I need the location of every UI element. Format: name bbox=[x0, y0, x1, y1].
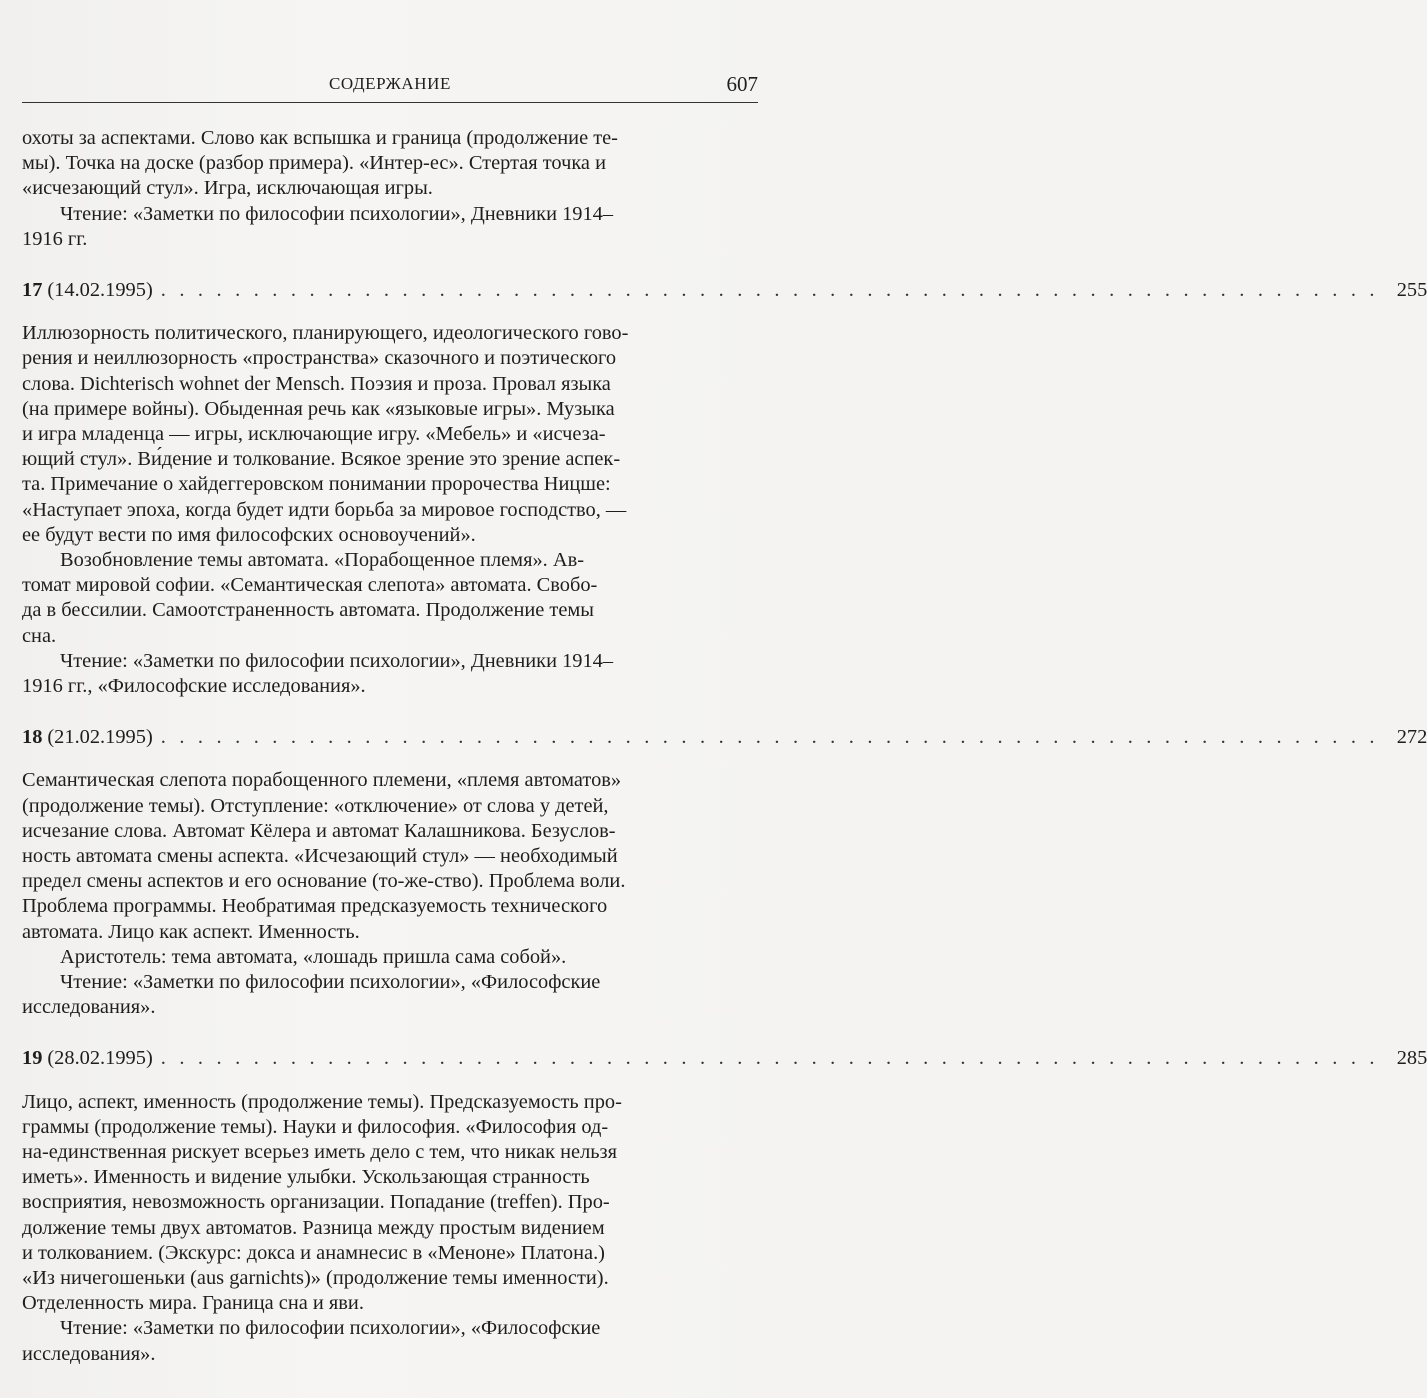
reading-line: 1916 гг., «Философские исследования». bbox=[22, 675, 366, 698]
text-line: томат мировой софии. «Семантическая слепота» автомата. Свобо- bbox=[22, 574, 598, 597]
text-line: та. Примечание о хайдеггеровском понимании пророчества Ницше: bbox=[22, 473, 611, 496]
toc-entry-17 bbox=[22, 278, 1427, 699]
text-line: «Из ничегошеньки (aus garnichts)» (продолжение темы именности). bbox=[22, 1267, 609, 1290]
text-line: автомата. Лицо как аспект. Именность. bbox=[22, 920, 360, 943]
reading-line: Чтение: «Заметки по философии психологии», «Философские bbox=[60, 1317, 601, 1340]
entry-date: (28.02.1995) bbox=[47, 1047, 153, 1070]
dot-leader: . . . . . . . . . . . . . . . . . . . . . . . . . . . . . . . . . . . . . . . . . . . . . . . . . . . . . . . . . . . . . . . . . . bbox=[160, 726, 1379, 749]
entry-page: 255 bbox=[1396, 279, 1427, 302]
text-line: охоты за аспектами. Слово как вспышка и граница (продолжение те- bbox=[22, 127, 618, 149]
entry-page: 272 bbox=[1396, 726, 1427, 749]
dot-leader: . . . . . . . . . . . . . . . . . . . . . . . . . . . . . . . . . . . . . . . . . . . . . . . . . . . . . . . . . . . . . . . . . . bbox=[160, 1047, 1379, 1070]
toc-entry-18 bbox=[22, 725, 1427, 1020]
entry-description bbox=[22, 768, 750, 1020]
text-line: Аристотель: тема автомата, «лошадь пришла сама собой». bbox=[60, 945, 567, 968]
text-line: да в бессилии. Самоотстраненность автомата. Продолжение темы bbox=[22, 599, 594, 622]
entry-number: 18 bbox=[22, 726, 43, 749]
text-line: предел смены аспектов и его основание (то-же-ство). Проблема воли. bbox=[22, 870, 626, 893]
text-line: мы). Точка на доске (разбор примера). «Интер-ес». Стертая точка и bbox=[22, 152, 606, 175]
reading-line: Чтение: «Заметки по философии психологии», «Философские bbox=[60, 971, 601, 994]
contents-body bbox=[22, 126, 1427, 1367]
running-title: СОДЕРЖАНИЕ bbox=[328, 74, 452, 93]
intro-continuation bbox=[22, 126, 750, 252]
reading-line: Чтение: «Заметки по философии психологии», Дневники 1914– bbox=[60, 649, 614, 672]
text-line: ющий стул». Ви́дение и толкование. Всякое зрение это зрение аспек- bbox=[22, 448, 621, 471]
entry-description bbox=[22, 1090, 750, 1367]
entry-number: 19 bbox=[22, 1047, 43, 1070]
reading-line: исследования». bbox=[22, 1342, 156, 1365]
text-line: Отделенность мира. Граница сна и яви. bbox=[22, 1292, 364, 1315]
reading-line: Чтение: «Заметки по философии психологии», Дневники 1914– bbox=[60, 202, 614, 225]
dot-leader: . . . . . . . . . . . . . . . . . . . . . . . . . . . . . . . . . . . . . . . . . . . . . . . . . . . . . . . . . . . . . . . . . . bbox=[160, 279, 1379, 302]
text-line: «исчезающий стул». Игра, исключающая игры. bbox=[22, 177, 433, 200]
text-line: восприятия, невозможность организации. Попадание (treffen). Про- bbox=[22, 1191, 610, 1214]
text-line: ность автомата смены аспекта. «Исчезающий стул» — необходимый bbox=[22, 845, 618, 868]
text-line: Семантическая слепота порабощенного племени, «племя автоматов» bbox=[22, 769, 622, 792]
text-line: ее будут вести по имя философских основоучений». bbox=[22, 523, 476, 546]
entry-heading[interactable] bbox=[22, 1046, 1427, 1071]
text-line: Лицо, аспект, именность (продолжение темы). Предсказуемость про- bbox=[22, 1090, 622, 1113]
text-line: должение темы двух автоматов. Разница между простым видением bbox=[22, 1216, 605, 1239]
toc-entry-19 bbox=[22, 1046, 1427, 1366]
text-line: исчезание слова. Автомат Кёлера и автомат Калашникова. Безуслов- bbox=[22, 819, 616, 842]
text-line: и игра младенца — игры, исключающие игру. «Мебель» и «исчеза- bbox=[22, 423, 606, 446]
text-line: и толкованием. (Экскурс: докса и анамнесис в «Меноне» Платона.) bbox=[22, 1241, 605, 1264]
entry-heading[interactable] bbox=[22, 278, 1427, 303]
running-head bbox=[22, 68, 758, 103]
text-line: сна. bbox=[22, 624, 57, 647]
text-line: (продолжение темы). Отступление: «отключение» от слова у детей, bbox=[22, 794, 609, 817]
text-line: рения и неиллюзорность «пространства» сказочного и поэтического bbox=[22, 347, 617, 370]
page-number: 607 bbox=[726, 72, 758, 96]
entry-date: (21.02.1995) bbox=[47, 726, 153, 749]
text-line: Возобновление темы автомата. «Порабощенное племя». Ав- bbox=[60, 549, 584, 572]
entry-description bbox=[22, 321, 750, 699]
entry-number: 17 bbox=[22, 279, 43, 302]
reading-line: 1916 гг. bbox=[22, 227, 88, 250]
text-line: «Наступает эпоха, когда будет идти борьба за мировое господство, — bbox=[22, 498, 627, 521]
entry-date: (14.02.1995) bbox=[47, 279, 153, 302]
text-line: иметь». Именность и видение улыбки. Ускользающая странность bbox=[22, 1166, 590, 1189]
text-line: Проблема программы. Необратимая предсказуемость технического bbox=[22, 895, 608, 918]
entry-heading[interactable] bbox=[22, 725, 1427, 750]
text-line: слова. Dichterisch wohnet der Mensch. Поэзия и проза. Провал языка bbox=[22, 372, 611, 395]
text-line: на-единственная рискует всерьез иметь дело с тем, что никак нельзя bbox=[22, 1141, 617, 1164]
text-line: Иллюзорность политического, планирующего, идеологического гово- bbox=[22, 322, 629, 345]
text-line: (на примере войны). Обыденная речь как «языковые игры». Музыка bbox=[22, 397, 615, 420]
text-line: граммы (продолжение темы). Науки и философия. «Философия од- bbox=[22, 1115, 609, 1138]
reading-line: исследования». bbox=[22, 996, 156, 1019]
entry-page: 285 bbox=[1396, 1047, 1427, 1070]
